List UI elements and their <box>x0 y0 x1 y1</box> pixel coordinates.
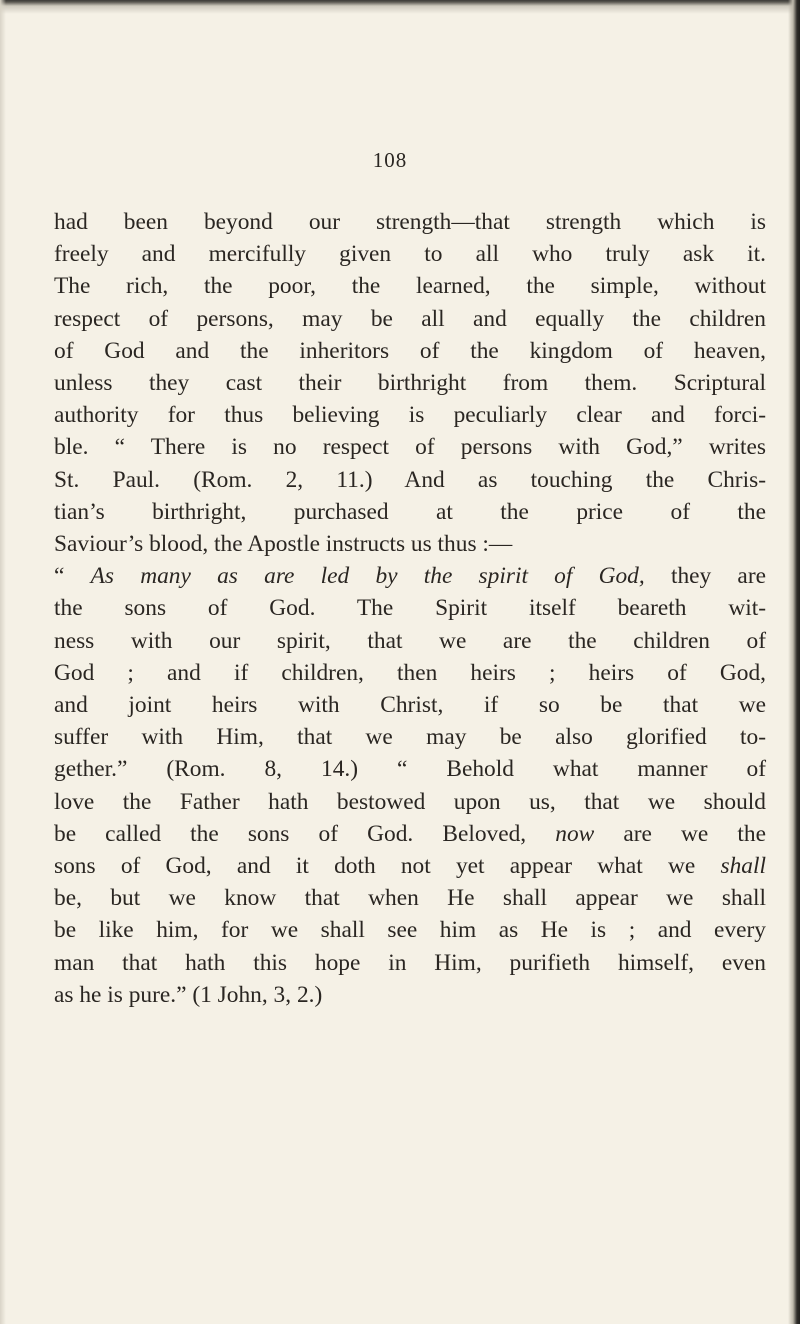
text-line: of God and the inheritors of the kingdom of heaven, <box>54 337 766 364</box>
text-line: be, but we know that when He shall appear we shall <box>54 885 766 912</box>
text-line: “ As many as are led by the spirit of God, they are <box>54 563 766 590</box>
body-text <box>54 206 766 1011</box>
text-line: love the Father hath bestowed upon us, that we should <box>54 788 766 815</box>
italic-word: now <box>555 820 595 847</box>
text-line: freely and mercifully given to all who truly ask it. <box>54 241 766 268</box>
italic-word: shall <box>720 853 766 880</box>
text-line: be called the sons of God. Beloved, now are we the <box>54 820 766 847</box>
text-line: tian’s birthright, purchased at the price of the <box>54 498 766 525</box>
page-number: 108 <box>372 148 408 172</box>
scan-right-edge <box>788 0 800 1324</box>
text-line: and joint heirs with Christ, if so be that we <box>54 692 766 719</box>
text-line: St. Paul. (Rom. 2, 11.) And as touching the Chris- <box>54 466 766 493</box>
text-line: as he is pure.” (1 John, 3, 2.) <box>54 981 323 1008</box>
text-line: God ; and if children, then heirs ; heirs of God, <box>54 659 766 686</box>
text-line: ness with our spirit, that we are the children of <box>54 627 766 654</box>
text-line: respect of persons, may be all and equally the children <box>54 305 766 332</box>
text-line: The rich, the poor, the learned, the simple, without <box>54 273 766 300</box>
scan-top-edge <box>0 0 800 14</box>
text-line: Saviour’s blood, the Apostle instructs us thus :— <box>54 531 513 558</box>
text-line: sons of God, and it doth not yet appear what we shall <box>54 853 766 880</box>
italic-quote: As many as are led by the spirit of God, <box>90 563 645 590</box>
text-line: gether.” (Rom. 8, 14.) “ Behold what manner of <box>54 756 766 783</box>
scan-left-edge <box>0 0 6 1324</box>
text-line: ble. “ There is no respect of persons with God,” writes <box>54 434 766 461</box>
text-line: be like him, for we shall see him as He is ; and every <box>54 917 766 944</box>
text-line: authority for thus believing is peculiarly clear and forci- <box>54 402 766 429</box>
text-line: man that hath this hope in Him, purifieth himself, even <box>54 949 766 976</box>
text-line: unless they cast their birthright from them. Scriptural <box>54 370 766 397</box>
text-line: had been beyond our strength—that strength which is <box>54 209 766 235</box>
text-line: the sons of God. The Spirit itself beareth wit- <box>54 595 766 622</box>
text-line: suffer with Him, that we may be also glorified to- <box>54 724 766 751</box>
